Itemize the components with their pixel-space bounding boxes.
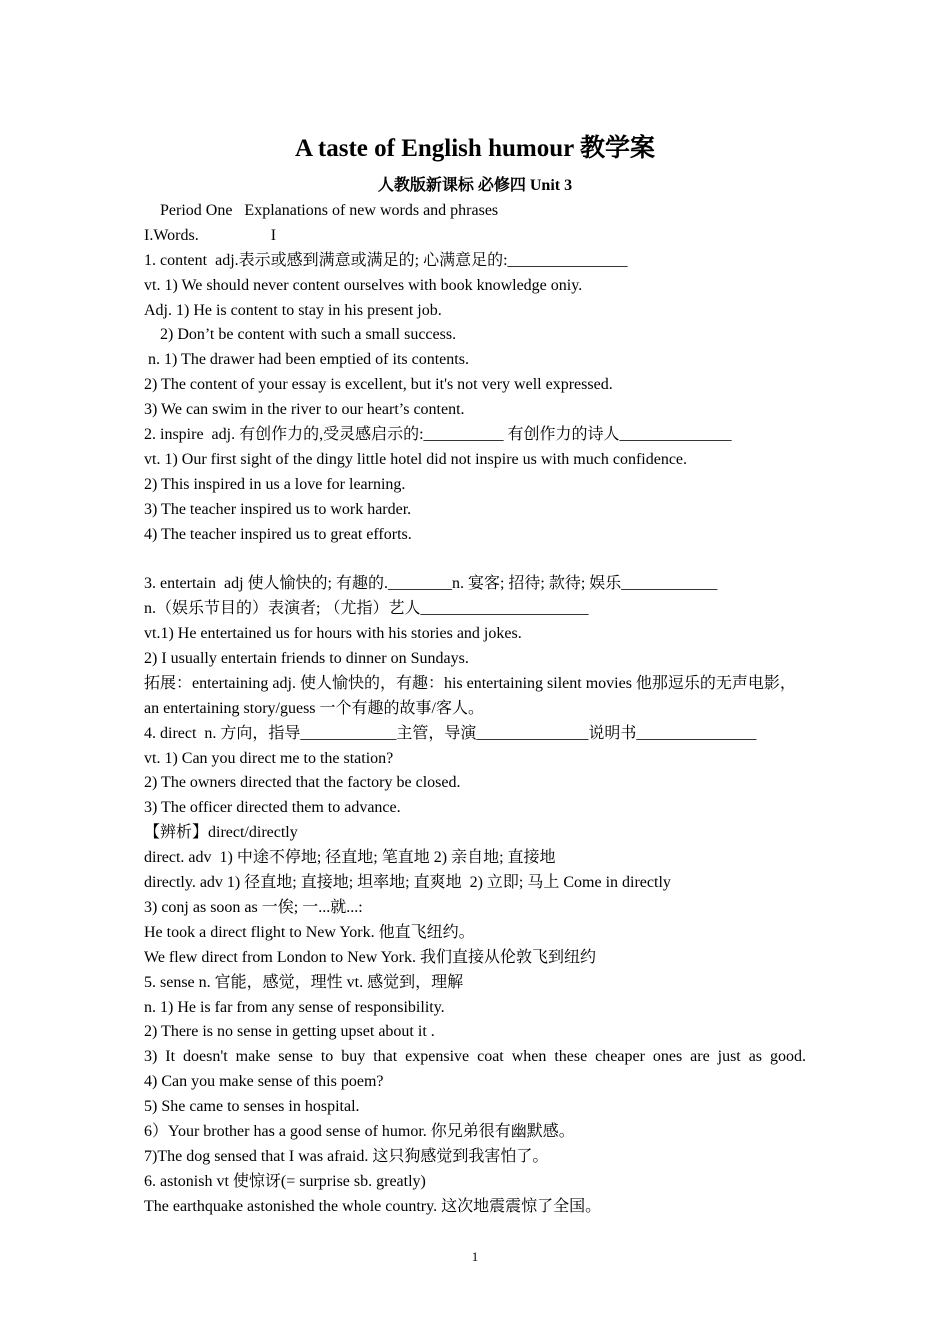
- text-line: 2) The content of your essay is excellent, but it's not very well expressed.: [144, 376, 613, 394]
- text-line: an entertaining story/guess 一个有趣的故事/客人。: [144, 699, 484, 717]
- text-line: 2) There is no sense in getting upset about it .: [144, 1023, 435, 1041]
- text-line: 5. sense n. 官能，感觉，理性 vt. 感觉到，理解: [144, 973, 464, 991]
- text-line: 4. direct n. 方向，指导____________主管，导演______________说明书_______________: [144, 724, 757, 742]
- text-line: vt.1) He entertained us for hours with his stories and jokes.: [144, 625, 522, 643]
- text-line: 3) The officer directed them to advance.: [144, 799, 401, 817]
- text-line: 7)The dog sensed that I was afraid. 这只狗感觉到我害怕了。: [144, 1147, 549, 1165]
- text-line: vt. 1) Can you direct me to the station?: [144, 749, 394, 767]
- text-line: n. 1) The drawer had been emptied of its contents.: [144, 351, 469, 369]
- document-title: A taste of English humour 教学案: [294, 135, 655, 162]
- text-line: 6. astonish vt 使惊讶(= surprise sb. greatly): [144, 1172, 426, 1190]
- text-line: vt. 1) Our first sight of the dingy little hotel did not inspire us with much confidence.: [144, 450, 688, 468]
- text-line: 5) She came to senses in hospital.: [144, 1098, 360, 1116]
- page-number: 1: [471, 1249, 479, 1264]
- text-line: directly. adv 1) 径直地; 直接地; 坦率地; 直爽地 2) 立即; 马上 Come in directly: [144, 874, 671, 892]
- text-line: 拓展：entertaining adj. 使人愉快的，有趣：his entertaining silent movies 他那逗乐的无声电影，: [144, 674, 796, 692]
- text-line: 4) The teacher inspired us to great efforts.: [144, 525, 412, 543]
- text-line: 4) Can you make sense of this poem?: [144, 1073, 384, 1091]
- text-line: vt. 1) We should never content ourselves with book knowledge oniy.: [144, 276, 583, 294]
- text-line: I.Words. I: [144, 226, 277, 244]
- text-line: 3) It doesn't make sense to buy that expensive coat when these cheaper ones are just as good.: [144, 1048, 806, 1066]
- text-line: n.（娱乐节目的）表演者; （尤指）艺人_____________________: [144, 600, 589, 618]
- text-line: 3) conj as soon as 一俟; 一...就...:: [144, 898, 363, 916]
- text-line: The earthquake astonished the whole country. 这次地震震惊了全国。: [144, 1197, 602, 1215]
- text-line: 2. inspire adj. 有创作力的,受灵感启示的:__________ 有创作力的诗人______________: [144, 426, 732, 444]
- document-body: [144, 199, 806, 1220]
- blank-line: [144, 547, 806, 572]
- text-line: Period One Explanations of new words and phrases: [144, 202, 499, 219]
- text-line: 3) We can swim in the river to our heart’s content.: [144, 401, 465, 419]
- text-line: 6）Your brother has a good sense of humor. 你兄弟很有幽默感。: [144, 1122, 575, 1140]
- text-line: 1. content adj.表示或感到满意或满足的; 心满意足的:_______________: [144, 251, 628, 269]
- text-line: n. 1) He is far from any sense of responsibility.: [144, 998, 445, 1016]
- text-line: direct. adv 1) 中途不停地; 径直地; 笔直地 2) 亲自地; 直接地: [144, 849, 556, 867]
- text-line: 3. entertain adj 使人愉快的; 有趣的.________n. 宴客; 招待; 款待; 娱乐____________: [144, 575, 718, 593]
- text-line: 【辨析】direct/directly: [144, 824, 298, 842]
- text-line: 2) Don’t be content with such a small success.: [144, 326, 457, 344]
- text-line: 2) I usually entertain friends to dinner on Sundays.: [144, 650, 469, 668]
- text-line: 2) The owners directed that the factory be closed.: [144, 774, 461, 792]
- text-line: Adj. 1) He is content to stay in his present job.: [144, 301, 442, 319]
- text-line: We flew direct from London to New York. 我们直接从伦敦飞到纽约: [144, 948, 596, 966]
- text-line: He took a direct flight to New York. 他直飞纽约。: [144, 923, 475, 941]
- document-subtitle: 人教版新课标 必修四 Unit 3: [377, 177, 573, 194]
- text-line: 3) The teacher inspired us to work harder.: [144, 500, 412, 518]
- text-line: 2) This inspired in us a love for learning.: [144, 475, 406, 493]
